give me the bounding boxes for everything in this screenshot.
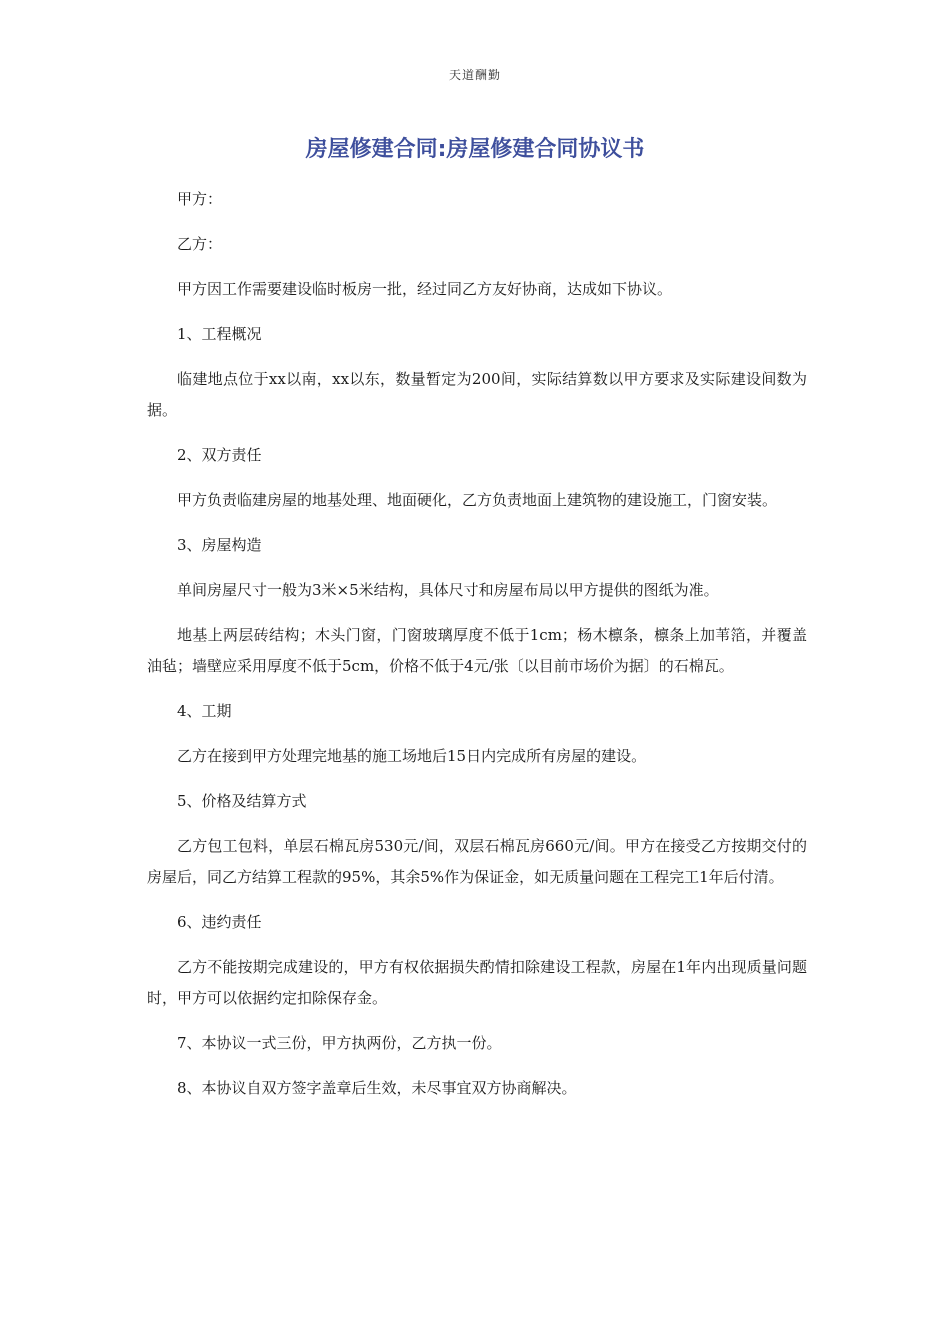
- structure-paragraph-size: 单间房屋尺寸一般为3米×5米结构，具体尺寸和房屋布局以甲方提供的图纸为准。: [177, 581, 719, 599]
- section-heading-overview: 1、工程概况: [177, 325, 262, 343]
- section-heading-pricing: 5、价格及结算方式: [177, 792, 307, 810]
- intro-paragraph: 甲方因工作需要建设临时板房一批，经过同乙方友好协商，达成如下协议。: [177, 280, 673, 298]
- party-b-line: 乙方：: [177, 235, 223, 253]
- party-a-line: 甲方：: [177, 190, 223, 208]
- document-body: [147, 184, 807, 1118]
- structure-paragraph-materials: 地基上两层砖结构；木头门窗，门窗玻璃厚度不低于1cm；杨木檩条，檩条上加苇箔，并覆盖油毡；墙壁应采用厚度不低于5cm，价格不低于4元/张〔以目前市场价为据〕的石棉瓦。: [147, 626, 807, 675]
- overview-paragraph: 临建地点位于xx以南，xx以东，数量暂定为200间，实际结算数以甲方要求及实际建设间数为据。: [147, 370, 807, 419]
- header-note: 天道酬勤: [448, 68, 501, 82]
- section-heading-structure: 3、房屋构造: [177, 536, 262, 554]
- copies-clause: 7、本协议一式三份，甲方执两份，乙方执一份。: [177, 1034, 502, 1052]
- section-heading-breach: 6、违约责任: [177, 913, 262, 931]
- section-heading-responsibilities: 2、双方责任: [177, 446, 262, 464]
- breach-paragraph: 乙方不能按期完成建设的，甲方有权依据损失酌情扣除建设工程款，房屋在1年内出现质量问题时，甲方可以依据约定扣除保存金。: [147, 958, 807, 1007]
- responsibilities-paragraph: 甲方负责临建房屋的地基处理、地面硬化，乙方负责地面上建筑物的建设施工，门窗安装。: [177, 491, 778, 509]
- section-heading-schedule: 4、工期: [177, 702, 232, 720]
- pricing-paragraph: 乙方包工包料，单层石棉瓦房530元/间，双层石棉瓦房660元/间。甲方在接受乙方按期交付的房屋后，同乙方结算工程款的95%，其余5%作为保证金，如无质量问题在工程完工1年后付清。: [147, 837, 807, 886]
- schedule-paragraph: 乙方在接到甲方处理完地基的施工场地后15日内完成所有房屋的建设。: [177, 747, 647, 765]
- effective-clause: 8、本协议自双方签字盖章后生效，未尽事宜双方协商解决。: [177, 1079, 577, 1097]
- document-title: 房屋修建合同:房屋修建合同协议书: [305, 137, 645, 162]
